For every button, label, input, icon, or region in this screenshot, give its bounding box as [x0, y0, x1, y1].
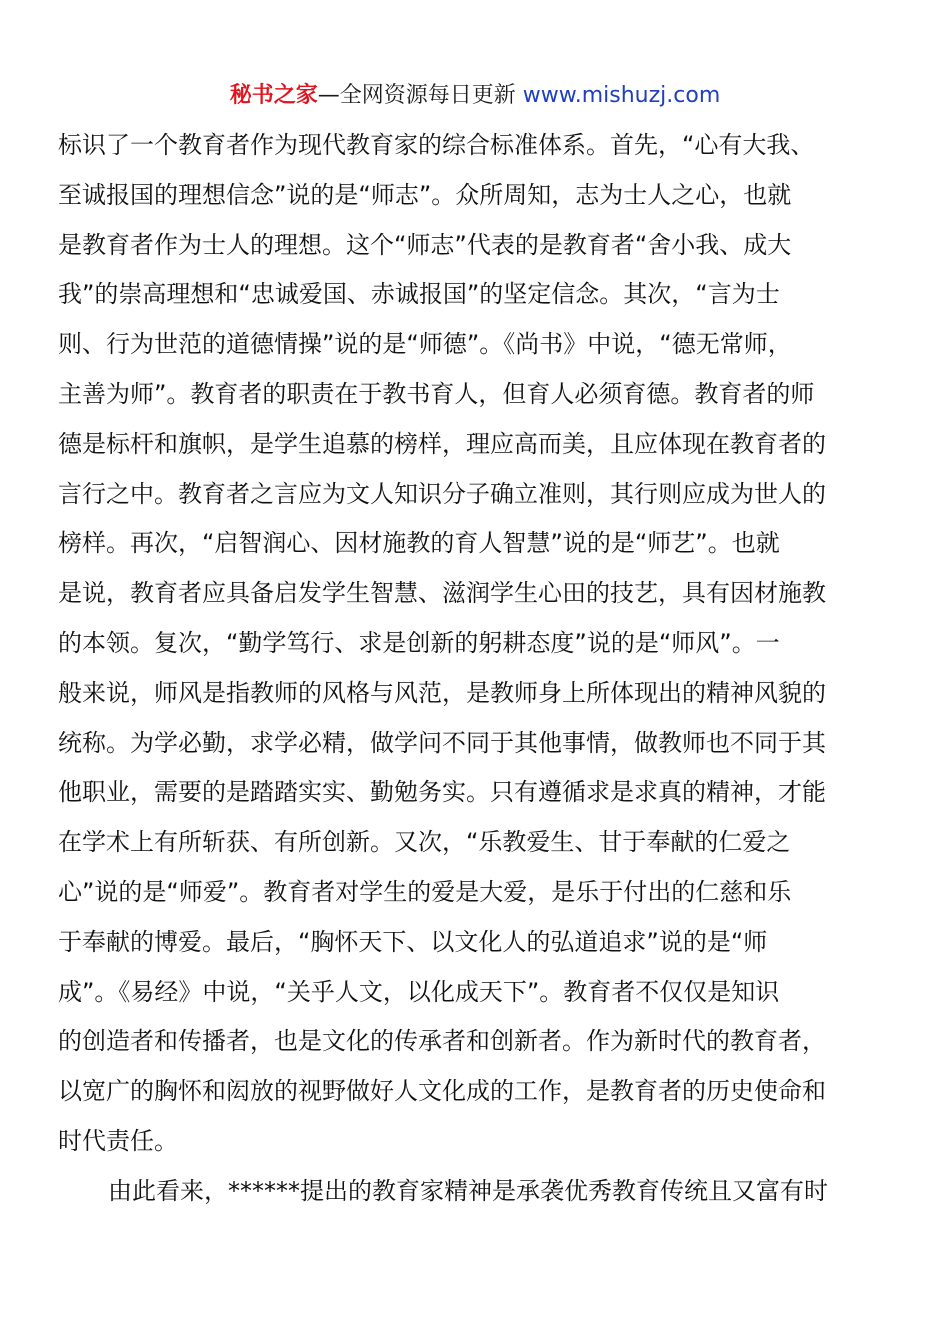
header-tagline: —全网资源每日更新 [317, 83, 523, 108]
text-line: 在学术上有所斩获、有所创新。又次，“乐教爱生、甘于奉献的仁爱之 [58, 828, 791, 857]
brand-name: 秘书之家 [229, 83, 318, 108]
text-line: 般来说，师风是指教师的风格与风范，是教师身上所体现出的精神风貌的 [58, 678, 826, 707]
text-line: 是教育者作为士人的理想。这个“师志”代表的是教育者“舍小我、成大 [58, 230, 792, 259]
text-line: 言行之中。教育者之言应为文人知识分子确立准则，其行则应成为世人的 [58, 479, 826, 508]
text-line: 成”。《易经》中说，“关乎人文，以化成天下”。教育者不仅仅是知识 [58, 977, 780, 1006]
text-line: 标识了一个教育者作为现代教育家的综合标准体系。首先，“心有大我、 [58, 131, 815, 159]
text-line: 德是标杆和旗帜，是学生追慕的榜样，理应高而美，且应体现在教育者的 [58, 429, 826, 458]
document-body [58, 121, 898, 1217]
text-line: 至诚报国的理想信念”说的是“师志”。众所周知，志为士人之心，也就 [58, 180, 792, 209]
paragraph-2 [58, 1167, 898, 1217]
text-line: 主善为师”。教育者的职责在于教书育人，但育人必须育德。教育者的师 [58, 379, 815, 408]
text-line: 的创造者和传播者，也是文化的传承者和创新者。作为新时代的教育者， [58, 1027, 826, 1056]
text-line: 的本领。复次，“勤学笃行、求是创新的躬耕态度”说的是“师风”。一 [58, 628, 780, 657]
text-line: 他职业，需要的是踏踏实实、勤勉务实。只有遵循求是求真的精神，才能 [58, 778, 826, 807]
text-line: 时代责任。 [58, 1126, 178, 1155]
text-line: 统称。为学必勤，求学必精，做学问不同于其他事情，做教师也不同于其 [58, 728, 826, 757]
page-header [0, 78, 950, 114]
paragraph-1 [58, 121, 898, 1167]
text-line: 由此看来，******提出的教育家精神是承袭优秀教育传统且又富有时 [108, 1176, 828, 1205]
text-line: 是说，教育者应具备启发学生智慧、滋润学生心田的技艺，具有因材施教 [58, 579, 826, 608]
text-line: 则、行为世范的道德情操”说的是“师德”。《尚书》中说，“德无常师， [58, 330, 792, 359]
text-line: 我”的崇高理想和“忠诚爱国、赤诚报国”的坚定信念。其次，“言为士 [58, 280, 780, 309]
text-line: 于奉献的博爱。最后，“胸怀天下、以文化人的弘道追求”说的是“师 [58, 927, 768, 956]
website-link[interactable]: www.mishuzj.com [522, 83, 721, 108]
text-line: 心”说的是“师爱”。教育者对学生的爱是大爱，是乐于付出的仁慈和乐 [58, 877, 792, 906]
text-line: 以宽广的胸怀和闳放的视野做好人文化成的工作，是教育者的历史使命和 [58, 1077, 826, 1106]
text-line: 榜样。再次，“启智润心、因材施教的育人智慧”说的是“师艺”。也就 [58, 529, 780, 558]
